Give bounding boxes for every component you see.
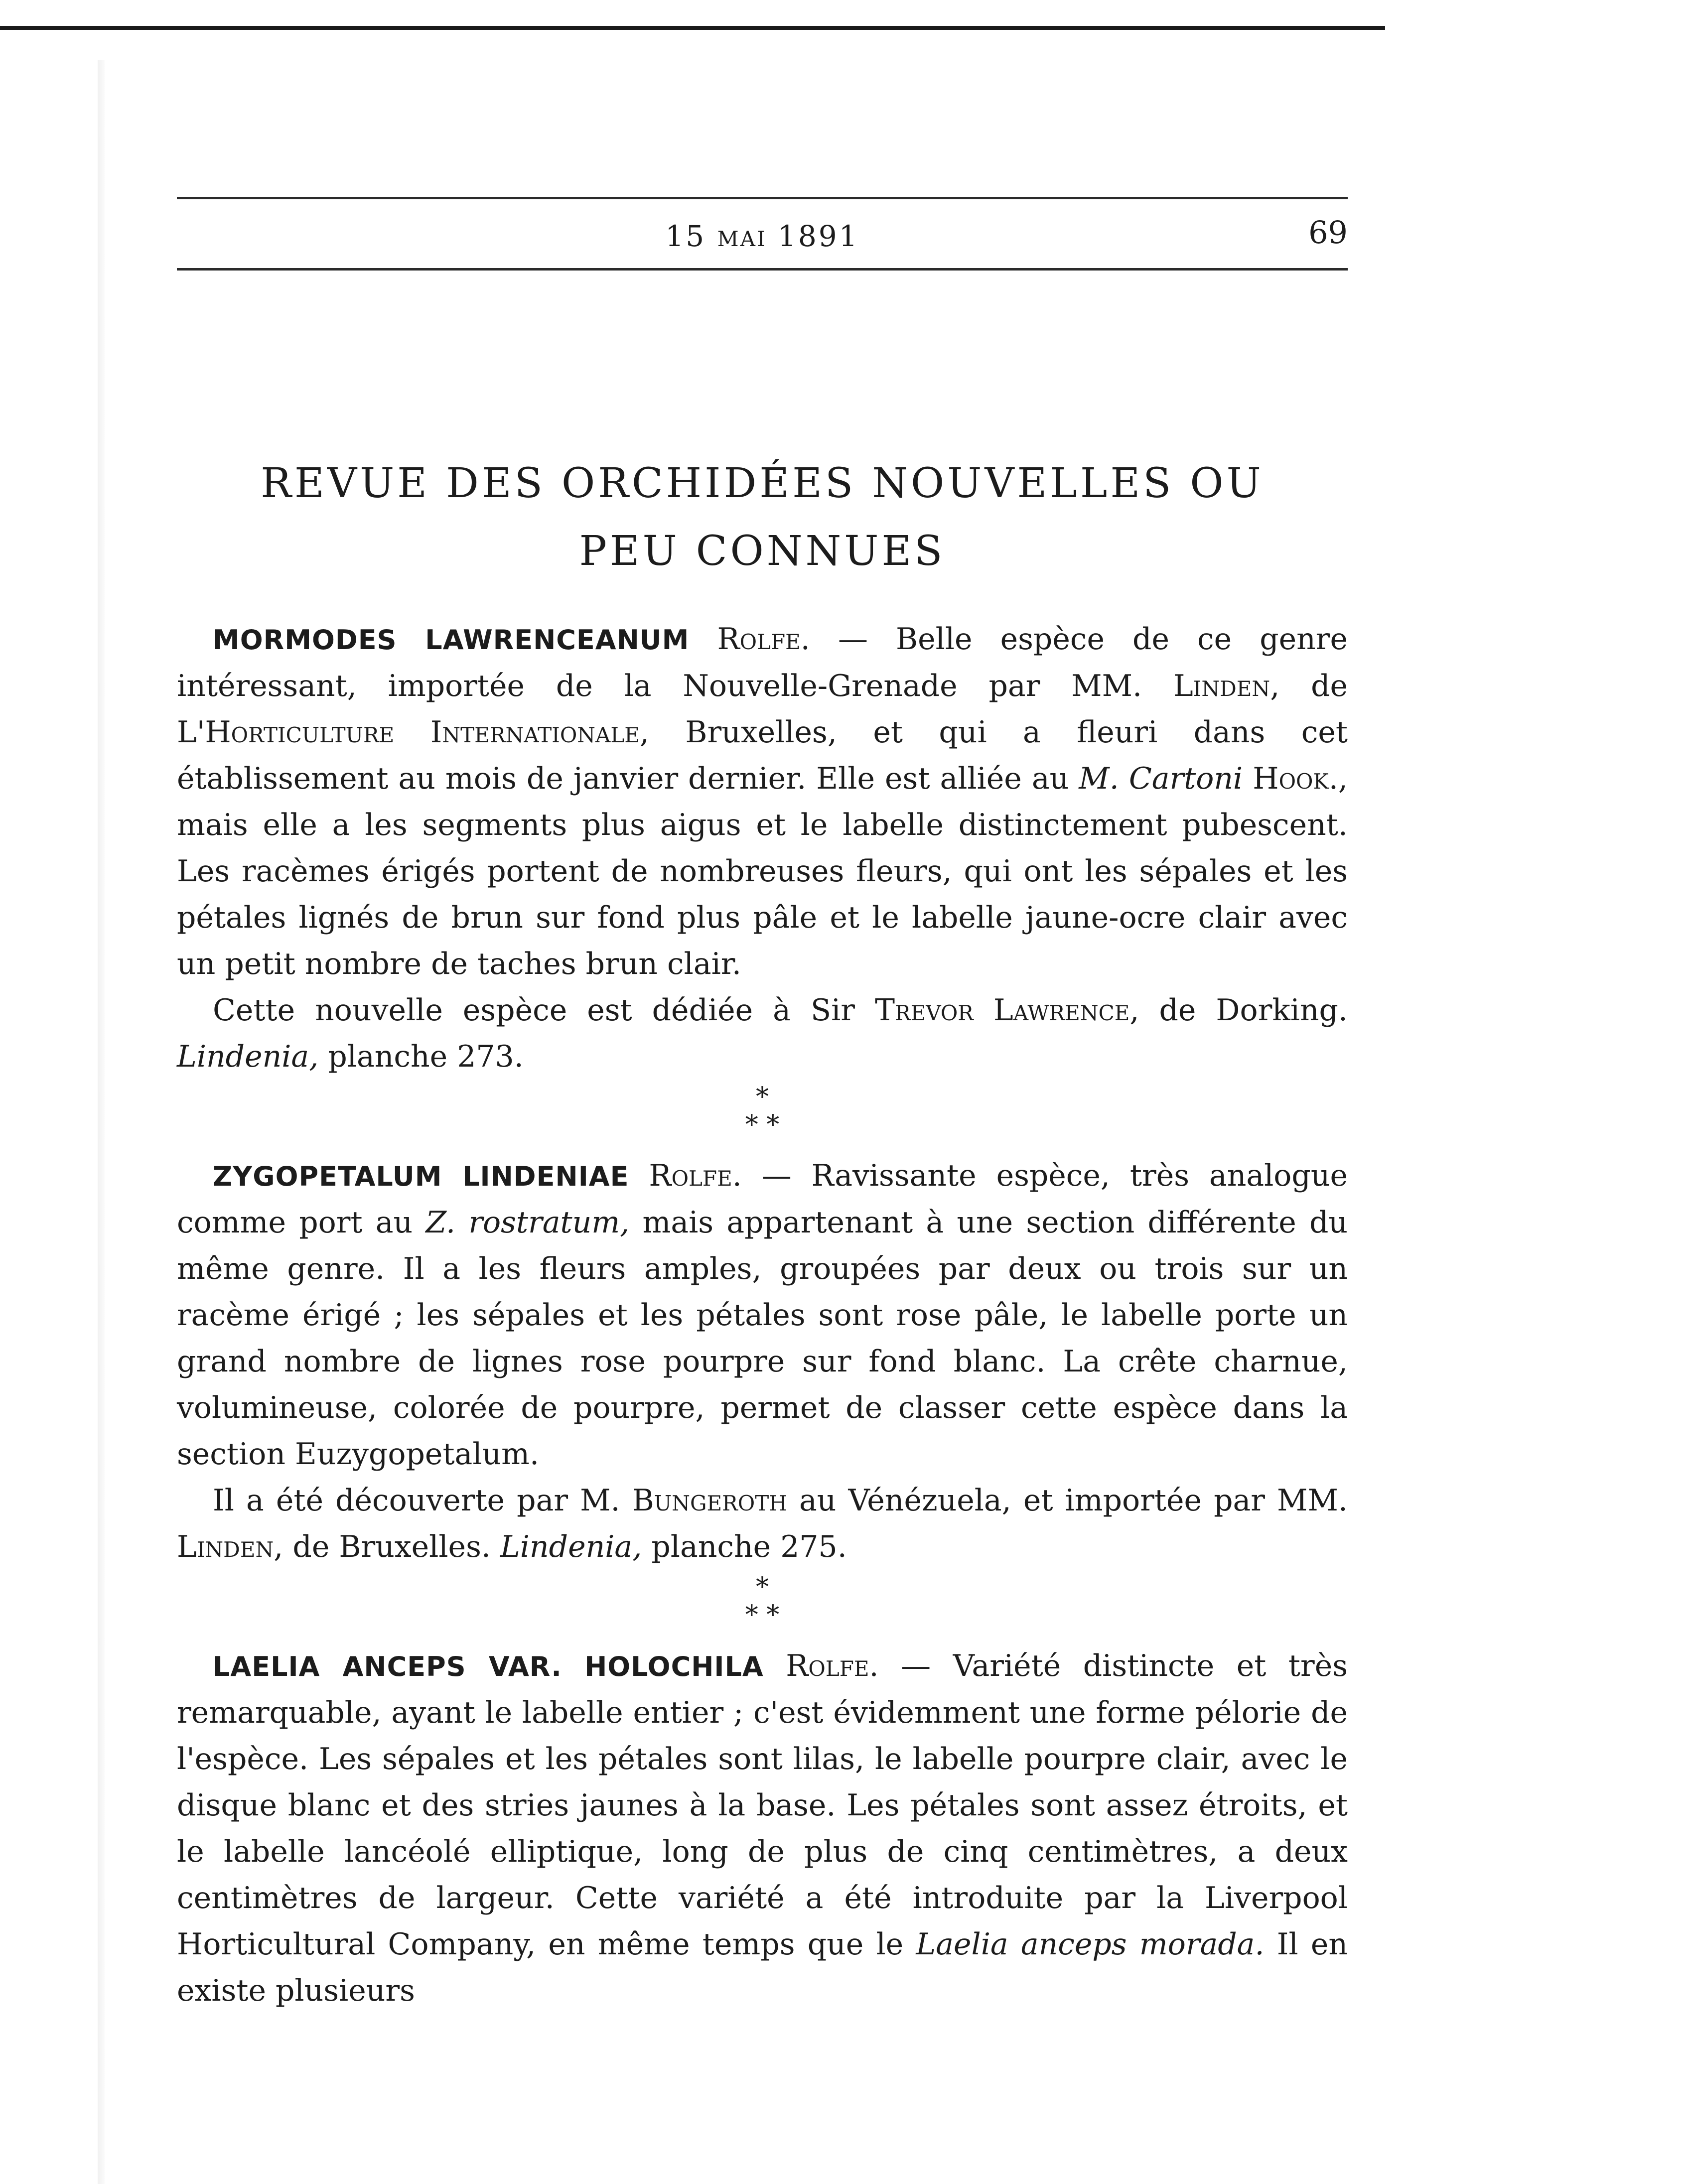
asterism-top: * (756, 1572, 769, 1602)
author-name: Rolfe. (717, 622, 810, 657)
entry-laelia (177, 1643, 1348, 2014)
body-text: — Belle espèce de ce genre intéressant, importée de la Nouvelle-Grenade par MM. (177, 622, 1348, 703)
body-text: , mais elle a les segments plus aigus et le labelle distinctement pubescent. Les racèmes érigés portent de nombreuses fleurs, qui ont les sépales et les pétales lignés de brun sur fond plus pâle et le labelle jaune-ocre clair avec un petit nombre de taches brun clair. (177, 761, 1348, 981)
small-caps-text: Hook. (1253, 761, 1338, 796)
asterism-separator (177, 1080, 1348, 1153)
italic-text: M. Cartoni (1079, 761, 1243, 796)
species-name: ZYGOPETALUM LINDENIAE (213, 1161, 629, 1192)
page-number: 69 (1308, 214, 1348, 251)
small-caps-text: L'Horticulture Internationale (177, 715, 640, 750)
small-caps-text: Linden (1173, 669, 1270, 703)
species-name: MORMODES LAWRENCEANUM (213, 624, 690, 656)
running-head (177, 199, 1348, 268)
asterism-top: * (756, 1082, 769, 1112)
species-name: LAELIA ANCEPS VAR. HOLOCHILA (213, 1651, 764, 1682)
small-caps-text: Trevor Lawrence (874, 993, 1130, 1028)
asterism-bottom: * * (745, 1600, 780, 1630)
entry-zygopetalum-discovery (177, 1478, 1348, 1570)
asterism-bottom: * * (745, 1110, 780, 1140)
body-text: Cette nouvelle espèce est dédiée à Sir (213, 993, 875, 1028)
body-text: — Variété distincte et très remarquable, ayant le labelle entier ; c'est évidemment une forme pélorie de l'espèce. Les sépales et les pétales sont lilas, le labelle pourpre clair, avec le disque blanc et des stries jaunes à la base. Les pétales sont assez étroits, et le labelle lancéolé elliptique, long de plus de cinq centimètres, a deux centimètres de largeur. Cette variété a été introduite par la Liverpool Horticultural Company, en même temps que le (177, 1648, 1348, 1962)
asterism-separator (177, 1570, 1348, 1643)
entry-mormodes-dedication (177, 987, 1348, 1080)
body-text: planche 275. (642, 1529, 847, 1564)
italic-text: Laelia anceps morada. (916, 1927, 1265, 1962)
header-rule-bottom (177, 268, 1348, 271)
article-title (177, 450, 1348, 585)
body-text: , de Dorking. (1129, 993, 1348, 1028)
body-text: , de (1270, 669, 1348, 703)
body-text: , de Bruxelles. (274, 1529, 500, 1564)
entry-mormodes (177, 616, 1348, 987)
body-text: Il a été découverte par M. (213, 1483, 632, 1518)
small-caps-text: Bungeroth (632, 1483, 787, 1518)
body-text (1243, 761, 1253, 796)
issue-day: 15 (665, 219, 706, 253)
italic-text: Lindenia, (500, 1529, 642, 1564)
body-text: Il en existe plusieurs (177, 1927, 1348, 2008)
author-name: Rolfe. (649, 1158, 742, 1193)
small-caps-text: Linden (177, 1529, 274, 1564)
issue-date (177, 219, 1348, 253)
scan-border-top (0, 26, 1385, 30)
italic-text: Lindenia, (177, 1039, 319, 1074)
issue-year: 1891 (778, 219, 859, 253)
body-text: mais appartenant à une section différente du même genre. Il a les fleurs amples, groupées par deux ou trois sur un racème érigé ; les sépales et les pétales sont rose pâle, le labelle porte un grand nombre de lignes rose pourpre sur fond blanc. La crête charnue, volumineuse, colorée de pourpre, permet de classer cette espèce dans la section Euzygopetalum. (177, 1205, 1348, 1472)
body-text: au Vénézuela, et importée par MM. (787, 1483, 1348, 1518)
body-text: planche 273. (318, 1039, 524, 1074)
author-name: Rolfe. (786, 1648, 879, 1683)
body-text: — Ravissante espèce, très analogue comme port au (177, 1158, 1348, 1240)
title-line-2: PEU CONNUES (579, 528, 946, 575)
issue-month: MAI (717, 227, 767, 251)
document-page (177, 197, 1348, 2014)
body-text: , Bruxelles, et qui a fleuri dans cet établissement au mois de janvier dernier. Elle est alliée au (177, 715, 1348, 796)
entry-zygopetalum (177, 1153, 1348, 1478)
italic-text: Z. rostratum, (425, 1205, 630, 1240)
scan-border-left (98, 60, 105, 2184)
article-body (177, 616, 1348, 2014)
title-line-1: REVUE DES ORCHIDÉES NOUVELLES OU (261, 460, 1264, 507)
